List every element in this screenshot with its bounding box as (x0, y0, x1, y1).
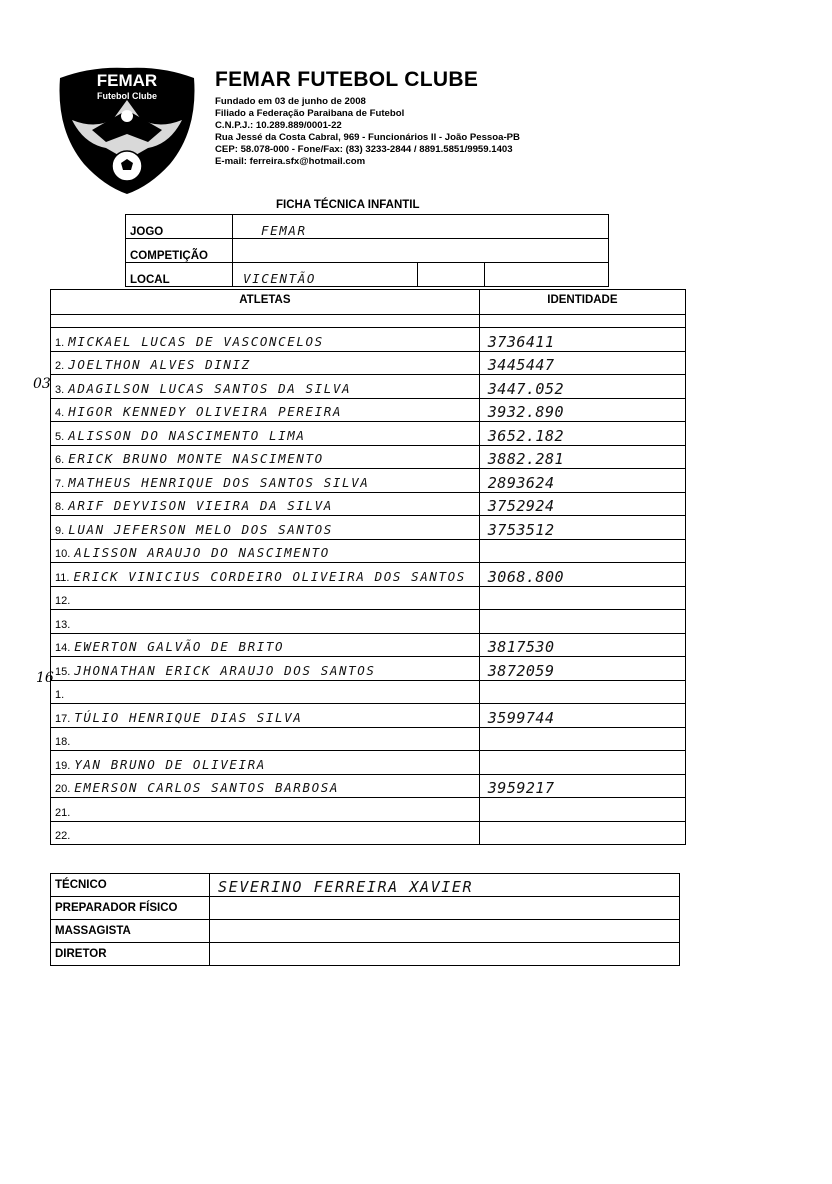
athlete-number: 1. (55, 689, 65, 701)
athlete-number: 22. (55, 830, 71, 842)
athlete-row (51, 727, 686, 751)
athlete-number: 13. (55, 618, 71, 631)
info-email: E-mail: ferreira.sfx@hotmail.com (215, 156, 366, 167)
jogo-field[interactable]: FEMAR (233, 215, 609, 239)
logo-subtitle: Futebol Clube (97, 91, 157, 101)
info-cnpj: C.N.P.J.: 10.289.889/0001-22 (215, 120, 342, 131)
margin-note-03: 03 (33, 376, 51, 392)
athlete-name-cell[interactable] (51, 492, 480, 516)
diretor-label: DIRETOR (51, 943, 210, 966)
athlete-name-cell[interactable] (51, 445, 480, 469)
athlete-number: 19. (55, 759, 71, 772)
local-extra-cell-2[interactable] (485, 263, 609, 287)
athlete-name-cell[interactable] (51, 586, 480, 610)
game-info-table (125, 214, 609, 287)
athlete-row (51, 516, 686, 540)
athlete-identity-cell[interactable]: 3652.182 (479, 422, 685, 446)
athlete-number: 2. (55, 360, 65, 372)
local-label: LOCAL (126, 263, 233, 287)
athlete-row (51, 422, 686, 446)
athlete-identity-cell[interactable] (479, 821, 685, 845)
margin-note-16: 16 (36, 670, 54, 686)
athlete-row (51, 375, 686, 399)
athlete-name: ADAGILSON LUCAS SANTOS DA SILVA (68, 380, 352, 396)
athlete-number: 9. (55, 524, 65, 537)
athlete-row (51, 610, 686, 634)
athlete-name-cell[interactable] (51, 516, 480, 540)
massagista-label: MASSAGISTA (51, 920, 210, 943)
athlete-name-cell[interactable] (51, 727, 480, 751)
athlete-name-cell[interactable] (51, 469, 480, 493)
athlete-identity-cell[interactable]: 3447.052 (479, 375, 685, 399)
athlete-identity-cell[interactable]: 3736411 (479, 328, 685, 352)
athlete-name: TÚLIO HENRIQUE DIAS SILVA (74, 709, 303, 725)
athlete-name-cell[interactable] (51, 563, 480, 587)
athlete-number: 12. (55, 595, 71, 607)
athlete-name-cell[interactable] (51, 633, 480, 657)
jogo-label: JOGO (126, 215, 233, 239)
athlete-name-cell[interactable] (51, 539, 480, 563)
athlete-number: 8. (55, 501, 65, 513)
athlete-identity-cell[interactable]: 3932.890 (479, 398, 685, 422)
athlete-row (51, 633, 686, 657)
athlete-row (51, 704, 686, 728)
info-phone: CEP: 58.078-000 - Fone/Fax: (83) 3233-2844 / 8891.5851/9959.1403 (215, 144, 513, 155)
preparador-label: PREPARADOR FÍSICO (51, 897, 210, 920)
athlete-name-cell[interactable] (51, 680, 480, 704)
athlete-row (51, 751, 686, 775)
athlete-name: ARIF DEYVISON VIEIRA DA SILVA (68, 498, 333, 513)
athlete-number: 17. (55, 712, 71, 725)
athlete-identity-cell[interactable] (479, 798, 685, 822)
tecnico-field[interactable]: SEVERINO FERREIRA XAVIER (210, 874, 680, 897)
athlete-identity-cell[interactable]: 3959217 (479, 774, 685, 798)
athlete-row (51, 492, 686, 516)
local-extra-cell-1[interactable] (418, 263, 485, 287)
competicao-label: COMPETIÇÃO (126, 239, 233, 263)
athlete-name-cell[interactable] (51, 328, 480, 352)
athlete-row (51, 351, 686, 375)
athlete-number: 15. (55, 665, 71, 678)
athlete-name-cell[interactable] (51, 821, 480, 845)
athlete-identity-cell[interactable]: 3882.281 (479, 445, 685, 469)
athlete-name: HIGOR KENNEDY OLIVEIRA PEREIRA (68, 404, 342, 419)
athlete-name-cell[interactable] (51, 798, 480, 822)
tecnico-label: TÉCNICO (51, 874, 210, 897)
athlete-row (51, 539, 686, 563)
athlete-row (51, 398, 686, 422)
info-federation: Filiado a Federação Paraibana de Futebol (215, 108, 405, 119)
athlete-name: JOELTHON ALVES DINIZ (68, 357, 251, 372)
athlete-identity-cell[interactable]: 3752924 (479, 492, 685, 516)
diretor-field[interactable] (210, 943, 680, 966)
athlete-row (51, 328, 686, 352)
athlete-name: EWERTON GALVÃO DE BRITO (74, 639, 285, 654)
athlete-number: 11. (55, 571, 70, 584)
athlete-number: 6. (55, 454, 65, 466)
athlete-identity-cell[interactable]: 3753512 (479, 516, 685, 540)
athlete-identity-cell[interactable]: 3817530 (479, 633, 685, 657)
staff-table (50, 873, 680, 966)
athlete-name: LUAN JEFERSON MELO DOS SANTOS (68, 521, 333, 537)
athlete-number: 18. (55, 736, 71, 748)
athlete-name: ERICK BRUNO MONTE NASCIMENTO (68, 451, 324, 466)
athlete-identity-cell[interactable]: 3445447 (479, 351, 685, 375)
athlete-identity-cell[interactable] (479, 610, 685, 634)
athlete-number: 4. (55, 407, 65, 419)
athlete-name-cell[interactable] (51, 351, 480, 375)
athlete-row (51, 563, 686, 587)
athlete-name: MICKAEL LUCAS DE VASCONCELOS (68, 333, 324, 349)
athlete-name-cell[interactable] (51, 422, 480, 446)
athlete-name: MATHEUS HENRIQUE DOS SANTOS SILVA (68, 474, 370, 490)
massagista-field[interactable] (210, 920, 680, 943)
identity-header: IDENTIDADE (479, 290, 685, 315)
athlete-number: 3. (55, 383, 65, 396)
club-logo (52, 60, 202, 196)
athlete-row (51, 774, 686, 798)
athlete-identity-cell[interactable] (479, 751, 685, 775)
athlete-identity-cell[interactable]: 3599744 (479, 704, 685, 728)
athletes-header: ATLETAS (51, 290, 480, 315)
athlete-identity-cell[interactable]: 3872059 (479, 657, 685, 681)
athlete-name: EMERSON CARLOS SANTOS BARBOSA (74, 780, 339, 795)
competicao-field[interactable] (233, 239, 609, 263)
athlete-name-cell[interactable] (51, 657, 480, 681)
athlete-name: ALISSON DO NASCIMENTO LIMA (68, 427, 306, 443)
athletes-table (50, 289, 686, 845)
athlete-name-cell[interactable] (51, 375, 480, 399)
athlete-name: YAN BRUNO DE OLIVEIRA (74, 756, 266, 772)
athlete-row (51, 586, 686, 610)
athlete-identity-cell[interactable] (479, 539, 685, 563)
info-founded: Fundado em 03 de junho de 2008 (215, 96, 366, 107)
athlete-name-cell[interactable] (51, 704, 480, 728)
local-field[interactable]: VICENTÃO (233, 263, 418, 287)
athlete-number: 20. (55, 783, 71, 795)
athlete-row (51, 798, 686, 822)
athlete-identity-cell[interactable]: 3068.800 (479, 563, 685, 587)
athlete-name-cell[interactable] (51, 774, 480, 798)
athlete-number: 1. (55, 336, 65, 349)
athlete-identity-cell[interactable] (479, 727, 685, 751)
club-info (215, 96, 520, 168)
athlete-name: JHONATHAN ERICK ARAUJO DOS SANTOS (74, 662, 376, 678)
form-title: FICHA TÉCNICA INFANTIL (276, 199, 420, 211)
athlete-row (51, 680, 686, 704)
logo-name: FEMAR (96, 71, 158, 90)
athlete-number: 21. (55, 806, 71, 819)
athlete-identity-cell[interactable] (479, 586, 685, 610)
info-address: Rua Jessé da Costa Cabral, 969 - Funcionários II - João Pessoa-PB (215, 132, 520, 143)
athlete-row (51, 821, 686, 845)
athlete-row (51, 445, 686, 469)
athlete-name-cell[interactable] (51, 751, 480, 775)
athlete-name: ERICK VINICIUS CORDEIRO OLIVEIRA DOS SANTOS (73, 568, 466, 584)
club-name: FEMAR FUTEBOL CLUBE (215, 68, 479, 91)
athlete-number: 14. (55, 642, 71, 654)
athlete-name-cell[interactable] (51, 610, 480, 634)
athlete-number: 10. (55, 548, 71, 560)
preparador-field[interactable] (210, 897, 680, 920)
athlete-number: 7. (55, 477, 65, 490)
athlete-number: 5. (55, 430, 65, 443)
athlete-name-cell[interactable] (51, 398, 480, 422)
athlete-identity-cell[interactable] (479, 680, 685, 704)
athlete-name: ALISSON ARAUJO DO NASCIMENTO (74, 545, 330, 560)
athlete-identity-cell[interactable]: 2893624 (479, 469, 685, 493)
athlete-row (51, 657, 686, 681)
athlete-row (51, 469, 686, 493)
